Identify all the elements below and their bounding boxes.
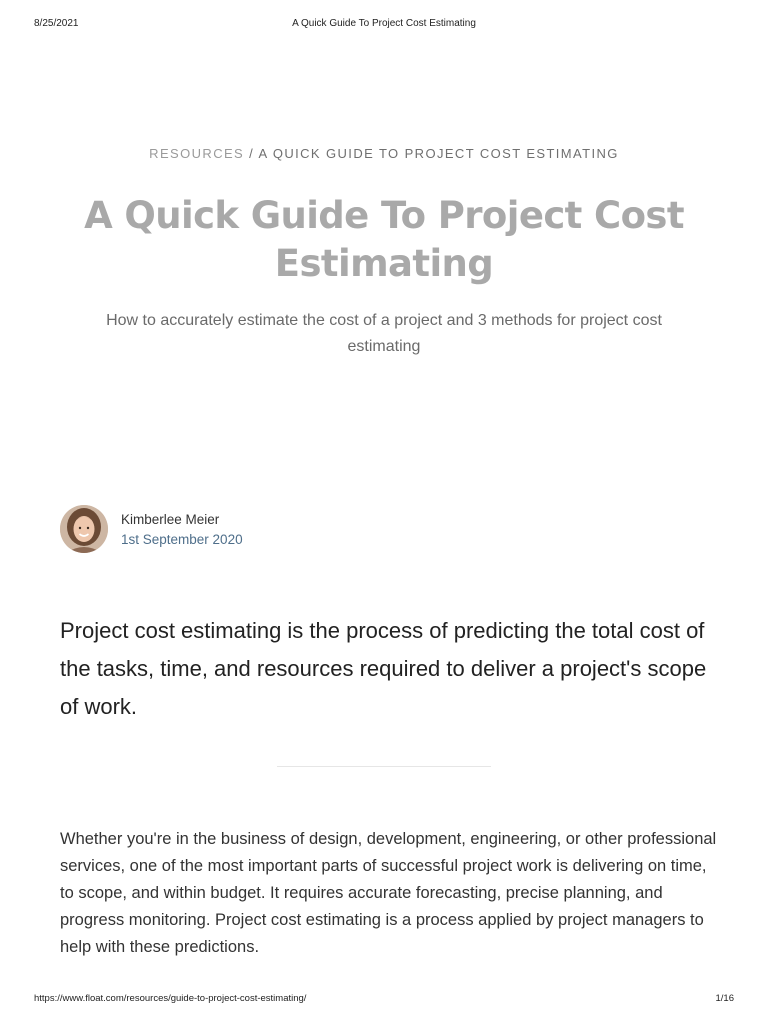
article-subtitle: How to accurately estimate the cost of a project and 3 methods for project cost estimating (106, 312, 662, 355)
publish-date: 1st September 2020 (121, 532, 243, 547)
print-footer (0, 993, 768, 1007)
breadcrumb-separator: / (244, 146, 259, 161)
breadcrumb-current: A QUICK GUIDE TO PROJECT COST ESTIMATING (258, 146, 619, 161)
page-title: A Quick Guide To Project Cost Estimating (84, 194, 684, 285)
print-header (0, 18, 768, 32)
print-date: 8/25/2021 (34, 18, 79, 29)
author-name[interactable]: Kimberlee Meier (121, 512, 220, 527)
page-number: 1/16 (715, 993, 734, 1004)
print-url: https://www.float.com/resources/guide-to-project-cost-estimating/ (34, 993, 307, 1004)
print-doc-title: A Quick Guide To Project Cost Estimating (292, 18, 476, 29)
lead-paragraph: Project cost estimating is the process of predicting the total cost of the tasks, time, and resources required to deliver a project's scope of work. (60, 618, 707, 719)
divider (277, 766, 491, 767)
avatar (60, 505, 108, 553)
breadcrumb-resources-link[interactable]: RESOURCES (149, 146, 245, 161)
body-paragraph: Whether you're in the business of design, development, engineering, or other professional services, one of the most important parts of successful project work is delivering on time, to scope, and within budget. It requires accurate forecasting, precise planning, and progress monitoring. Project cost estimating is a process applied by project managers to help with these predictions. (60, 830, 717, 956)
breadcrumb (0, 146, 768, 161)
author-byline (60, 505, 360, 555)
